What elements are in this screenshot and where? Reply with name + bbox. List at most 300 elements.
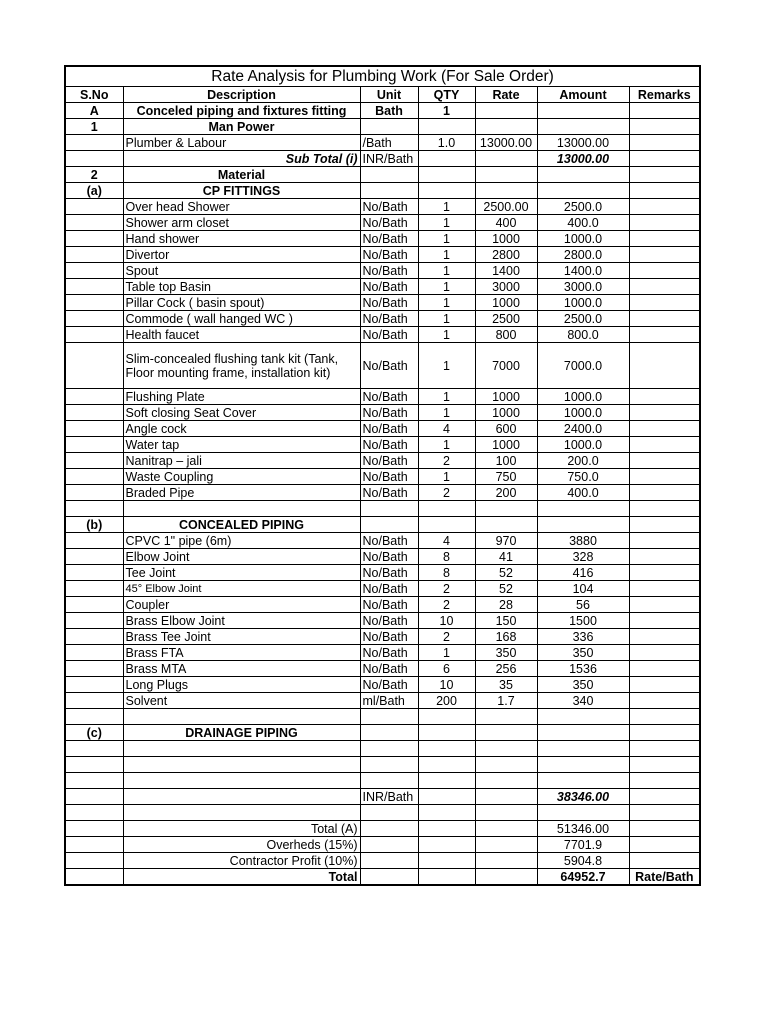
description-cell: Brass Elbow Joint: [123, 613, 360, 629]
remarks-cell: [629, 693, 700, 709]
description-cell: CPVC 1" pipe (6m): [123, 533, 360, 549]
amount-cell: 13000.00: [537, 151, 629, 167]
remarks-cell: [629, 151, 700, 167]
unit-cell: [360, 773, 418, 789]
amount-cell: 328: [537, 549, 629, 565]
sno-cell: [65, 741, 123, 757]
table-row: [65, 247, 700, 263]
sno-cell: [65, 469, 123, 485]
remarks-cell: [629, 215, 700, 231]
amount-cell: 2500.0: [537, 311, 629, 327]
sno-cell: [65, 485, 123, 501]
table-row: [65, 629, 700, 645]
table-row: [65, 757, 700, 773]
rate-cell: 2800: [475, 247, 537, 263]
description-cell: Brass FTA: [123, 645, 360, 661]
remarks-cell: [629, 517, 700, 533]
remarks-cell: [629, 135, 700, 151]
remarks-cell: [629, 725, 700, 741]
sno-cell: [65, 437, 123, 453]
unit-cell: ml/Bath: [360, 693, 418, 709]
description-cell: [123, 741, 360, 757]
sno-cell: (a): [65, 183, 123, 199]
table-row: [65, 311, 700, 327]
unit-cell: [360, 517, 418, 533]
sno-cell: 1: [65, 119, 123, 135]
unit-cell: [360, 167, 418, 183]
table-row: [65, 231, 700, 247]
remarks-cell: [629, 773, 700, 789]
remarks-cell: [629, 645, 700, 661]
remarks-cell: [629, 597, 700, 613]
sno-cell: [65, 693, 123, 709]
sno-cell: [65, 709, 123, 725]
header-rate: Rate: [475, 87, 537, 103]
unit-cell: No/Bath: [360, 437, 418, 453]
rate-cell: 256: [475, 661, 537, 677]
description-cell: Brass Tee Joint: [123, 629, 360, 645]
rate-cell: 28: [475, 597, 537, 613]
sno-cell: A: [65, 103, 123, 119]
description-cell: Spout: [123, 263, 360, 279]
rate-cell: [475, 709, 537, 725]
rate-cell: [475, 119, 537, 135]
sno-cell: [65, 215, 123, 231]
table-row: [65, 821, 700, 837]
qty-cell: 200: [418, 693, 475, 709]
amount-cell: 350: [537, 677, 629, 693]
amount-cell: 416: [537, 565, 629, 581]
unit-cell: No/Bath: [360, 661, 418, 677]
rate-cell: [475, 805, 537, 821]
remarks-cell: [629, 389, 700, 405]
amount-cell: 400.0: [537, 485, 629, 501]
remarks-cell: [629, 199, 700, 215]
description-cell: Coupler: [123, 597, 360, 613]
sno-cell: [65, 135, 123, 151]
table-row: [65, 805, 700, 821]
table-row: [65, 421, 700, 437]
header-row: [65, 87, 700, 103]
qty-cell: [418, 741, 475, 757]
description-cell: Health faucet: [123, 327, 360, 343]
qty-cell: 2: [418, 485, 475, 501]
table-row: [65, 437, 700, 453]
remarks-cell: [629, 613, 700, 629]
rate-cell: [475, 517, 537, 533]
rate-cell: 750: [475, 469, 537, 485]
amount-cell: 64952.7: [537, 869, 629, 886]
remarks-cell: [629, 295, 700, 311]
table-row: [65, 119, 700, 135]
rate-cell: [475, 789, 537, 805]
sno-cell: [65, 343, 123, 389]
qty-cell: [418, 167, 475, 183]
rate-cell: [475, 853, 537, 869]
rate-cell: [475, 741, 537, 757]
amount-cell: 2800.0: [537, 247, 629, 263]
table-row: [65, 837, 700, 853]
description-cell: Shower arm closet: [123, 215, 360, 231]
table-row: [65, 103, 700, 119]
sno-cell: (b): [65, 517, 123, 533]
unit-cell: Bath: [360, 103, 418, 119]
header-remarks: Remarks: [629, 87, 700, 103]
remarks-cell: [629, 789, 700, 805]
sno-cell: [65, 295, 123, 311]
rate-cell: [475, 821, 537, 837]
amount-cell: [537, 517, 629, 533]
description-cell: Nanitrap – jali: [123, 453, 360, 469]
table-row: [65, 327, 700, 343]
rate-cell: 100: [475, 453, 537, 469]
qty-cell: [418, 183, 475, 199]
unit-cell: [360, 741, 418, 757]
sno-cell: [65, 549, 123, 565]
qty-cell: 1: [418, 247, 475, 263]
table-row: [65, 709, 700, 725]
unit-cell: No/Bath: [360, 247, 418, 263]
amount-cell: 51346.00: [537, 821, 629, 837]
qty-cell: [418, 501, 475, 517]
sno-cell: [65, 757, 123, 773]
amount-cell: 1000.0: [537, 231, 629, 247]
description-cell: Plumber & Labour: [123, 135, 360, 151]
rate-cell: 35: [475, 677, 537, 693]
unit-cell: No/Bath: [360, 581, 418, 597]
qty-cell: [418, 709, 475, 725]
table-row: [65, 501, 700, 517]
sno-cell: [65, 629, 123, 645]
table-row: [65, 597, 700, 613]
sno-cell: [65, 263, 123, 279]
table-row: [65, 263, 700, 279]
amount-cell: 13000.00: [537, 135, 629, 151]
table-row: [65, 343, 700, 389]
unit-cell: No/Bath: [360, 549, 418, 565]
table-row: [65, 199, 700, 215]
amount-cell: [537, 501, 629, 517]
qty-cell: [418, 805, 475, 821]
qty-cell: [418, 517, 475, 533]
header-unit: Unit: [360, 87, 418, 103]
amount-cell: 3000.0: [537, 279, 629, 295]
description-cell: 45° Elbow Joint: [123, 581, 360, 597]
table-row: [65, 613, 700, 629]
remarks-cell: [629, 629, 700, 645]
amount-cell: 1000.0: [537, 405, 629, 421]
rate-cell: 970: [475, 533, 537, 549]
qty-cell: [418, 837, 475, 853]
table-row: [65, 565, 700, 581]
remarks-cell: [629, 183, 700, 199]
qty-cell: [418, 869, 475, 886]
unit-cell: [360, 725, 418, 741]
sno-cell: [65, 247, 123, 263]
description-cell: Overheds (15%): [123, 837, 360, 853]
remarks-cell: [629, 757, 700, 773]
remarks-cell: [629, 167, 700, 183]
qty-cell: 1: [418, 311, 475, 327]
sno-cell: [65, 453, 123, 469]
amount-cell: [537, 709, 629, 725]
table-row: [65, 405, 700, 421]
rate-cell: 800: [475, 327, 537, 343]
unit-cell: No/Bath: [360, 613, 418, 629]
remarks-cell: [629, 853, 700, 869]
table-row: [65, 725, 700, 741]
remarks-cell: [629, 677, 700, 693]
remarks-cell: [629, 437, 700, 453]
table-row: [65, 135, 700, 151]
description-cell: [123, 805, 360, 821]
remarks-cell: [629, 247, 700, 263]
qty-cell: 1: [418, 405, 475, 421]
table-row: [65, 389, 700, 405]
rate-cell: 1000: [475, 295, 537, 311]
remarks-cell: [629, 327, 700, 343]
description-cell: Commode ( wall hanged WC ): [123, 311, 360, 327]
rate-cell: [475, 501, 537, 517]
qty-cell: [418, 119, 475, 135]
rate-cell: 1.7: [475, 693, 537, 709]
sno-cell: [65, 327, 123, 343]
description-cell: Divertor: [123, 247, 360, 263]
unit-cell: No/Bath: [360, 485, 418, 501]
qty-cell: 1: [418, 279, 475, 295]
sno-cell: [65, 661, 123, 677]
unit-cell: No/Bath: [360, 311, 418, 327]
unit-cell: [360, 709, 418, 725]
amount-cell: 400.0: [537, 215, 629, 231]
qty-cell: 4: [418, 533, 475, 549]
table-row: [65, 741, 700, 757]
rate-cell: 2500.00: [475, 199, 537, 215]
unit-cell: [360, 869, 418, 886]
description-cell: Angle cock: [123, 421, 360, 437]
description-cell: CONCEALED PIPING: [123, 517, 360, 533]
description-cell: Waste Coupling: [123, 469, 360, 485]
remarks-cell: Rate/Bath: [629, 869, 700, 886]
unit-cell: [360, 805, 418, 821]
description-cell: Braded Pipe: [123, 485, 360, 501]
amount-cell: 3880: [537, 533, 629, 549]
qty-cell: [418, 789, 475, 805]
rate-cell: [475, 167, 537, 183]
amount-cell: [537, 741, 629, 757]
remarks-cell: [629, 661, 700, 677]
qty-cell: 2: [418, 629, 475, 645]
amount-cell: [537, 119, 629, 135]
rate-cell: 600: [475, 421, 537, 437]
remarks-cell: [629, 581, 700, 597]
remarks-cell: [629, 421, 700, 437]
rate-cell: 1400: [475, 263, 537, 279]
table-row: [65, 581, 700, 597]
table-row: [65, 295, 700, 311]
sno-cell: [65, 677, 123, 693]
table-row: [65, 677, 700, 693]
remarks-cell: [629, 263, 700, 279]
rate-cell: [475, 183, 537, 199]
table-row: [65, 853, 700, 869]
description-cell: Pillar Cock ( basin spout): [123, 295, 360, 311]
unit-cell: /Bath: [360, 135, 418, 151]
qty-cell: 1: [418, 469, 475, 485]
description-cell: [123, 757, 360, 773]
title-row: [65, 66, 700, 87]
qty-cell: 4: [418, 421, 475, 437]
description-cell: Soft closing Seat Cover: [123, 405, 360, 421]
header-qty: QTY: [418, 87, 475, 103]
rate-cell: [475, 773, 537, 789]
amount-cell: 800.0: [537, 327, 629, 343]
sno-cell: [65, 597, 123, 613]
qty-cell: 1: [418, 263, 475, 279]
table-row: [65, 773, 700, 789]
remarks-cell: [629, 805, 700, 821]
amount-cell: 750.0: [537, 469, 629, 485]
unit-cell: No/Bath: [360, 389, 418, 405]
unit-cell: [360, 837, 418, 853]
rate-cell: 1000: [475, 437, 537, 453]
remarks-cell: [629, 837, 700, 853]
unit-cell: INR/Bath: [360, 789, 418, 805]
remarks-cell: [629, 343, 700, 389]
unit-cell: No/Bath: [360, 199, 418, 215]
qty-cell: 1: [418, 215, 475, 231]
amount-cell: 7000.0: [537, 343, 629, 389]
table-row: [65, 645, 700, 661]
sno-cell: [65, 853, 123, 869]
remarks-cell: [629, 565, 700, 581]
table-row: [65, 453, 700, 469]
sno-cell: [65, 405, 123, 421]
unit-cell: No/Bath: [360, 343, 418, 389]
unit-cell: No/Bath: [360, 231, 418, 247]
header-sno: S.No: [65, 87, 123, 103]
amount-cell: 1000.0: [537, 295, 629, 311]
description-cell: [123, 501, 360, 517]
qty-cell: 2: [418, 597, 475, 613]
sno-cell: (c): [65, 725, 123, 741]
description-cell: Total (A): [123, 821, 360, 837]
sno-cell: [65, 821, 123, 837]
unit-cell: No/Bath: [360, 629, 418, 645]
qty-cell: [418, 725, 475, 741]
qty-cell: [418, 773, 475, 789]
sno-cell: [65, 199, 123, 215]
description-cell: [123, 709, 360, 725]
table-row: [65, 279, 700, 295]
amount-cell: 1500: [537, 613, 629, 629]
amount-cell: 1536: [537, 661, 629, 677]
unit-cell: [360, 501, 418, 517]
amount-cell: 336: [537, 629, 629, 645]
rate-cell: 52: [475, 581, 537, 597]
rate-cell: [475, 103, 537, 119]
unit-cell: [360, 757, 418, 773]
remarks-cell: [629, 119, 700, 135]
rate-cell: [475, 869, 537, 886]
qty-cell: 1: [418, 295, 475, 311]
unit-cell: No/Bath: [360, 327, 418, 343]
qty-cell: 10: [418, 677, 475, 693]
qty-cell: 1: [418, 103, 475, 119]
amount-cell: [537, 167, 629, 183]
description-cell: Material: [123, 167, 360, 183]
unit-cell: No/Bath: [360, 533, 418, 549]
qty-cell: 1: [418, 231, 475, 247]
sno-cell: [65, 773, 123, 789]
sno-cell: [65, 501, 123, 517]
sno-cell: [65, 389, 123, 405]
remarks-cell: [629, 453, 700, 469]
qty-cell: [418, 757, 475, 773]
description-cell: [123, 773, 360, 789]
qty-cell: 2: [418, 453, 475, 469]
unit-cell: No/Bath: [360, 215, 418, 231]
table-row: [65, 183, 700, 199]
amount-cell: 2500.0: [537, 199, 629, 215]
amount-cell: 200.0: [537, 453, 629, 469]
description-cell: Tee Joint: [123, 565, 360, 581]
unit-cell: No/Bath: [360, 469, 418, 485]
sno-cell: [65, 311, 123, 327]
amount-cell: 2400.0: [537, 421, 629, 437]
remarks-cell: [629, 405, 700, 421]
table-row: [65, 151, 700, 167]
table-row: [65, 869, 700, 886]
description-cell: Flushing Plate: [123, 389, 360, 405]
qty-cell: 1: [418, 343, 475, 389]
rate-cell: 168: [475, 629, 537, 645]
rate-cell: [475, 837, 537, 853]
unit-cell: No/Bath: [360, 421, 418, 437]
unit-cell: No/Bath: [360, 597, 418, 613]
remarks-cell: [629, 485, 700, 501]
unit-cell: INR/Bath: [360, 151, 418, 167]
remarks-cell: [629, 103, 700, 119]
unit-cell: No/Bath: [360, 453, 418, 469]
rate-cell: 150: [475, 613, 537, 629]
description-cell: Sub Total (i): [123, 151, 360, 167]
rate-cell: 1000: [475, 405, 537, 421]
description-cell: Table top Basin: [123, 279, 360, 295]
remarks-cell: [629, 231, 700, 247]
unit-cell: No/Bath: [360, 405, 418, 421]
rate-cell: 7000: [475, 343, 537, 389]
amount-cell: 7701.9: [537, 837, 629, 853]
qty-cell: 1.0: [418, 135, 475, 151]
qty-cell: 2: [418, 581, 475, 597]
table-row: [65, 549, 700, 565]
qty-cell: [418, 853, 475, 869]
amount-cell: [537, 757, 629, 773]
description-cell: Man Power: [123, 119, 360, 135]
amount-cell: 340: [537, 693, 629, 709]
rate-cell: 52: [475, 565, 537, 581]
description-cell: Long Plugs: [123, 677, 360, 693]
table-row: [65, 167, 700, 183]
sno-cell: [65, 565, 123, 581]
description-cell: Solvent: [123, 693, 360, 709]
remarks-cell: [629, 311, 700, 327]
rate-cell: 200: [475, 485, 537, 501]
sno-cell: [65, 581, 123, 597]
remarks-cell: [629, 709, 700, 725]
amount-cell: 1400.0: [537, 263, 629, 279]
